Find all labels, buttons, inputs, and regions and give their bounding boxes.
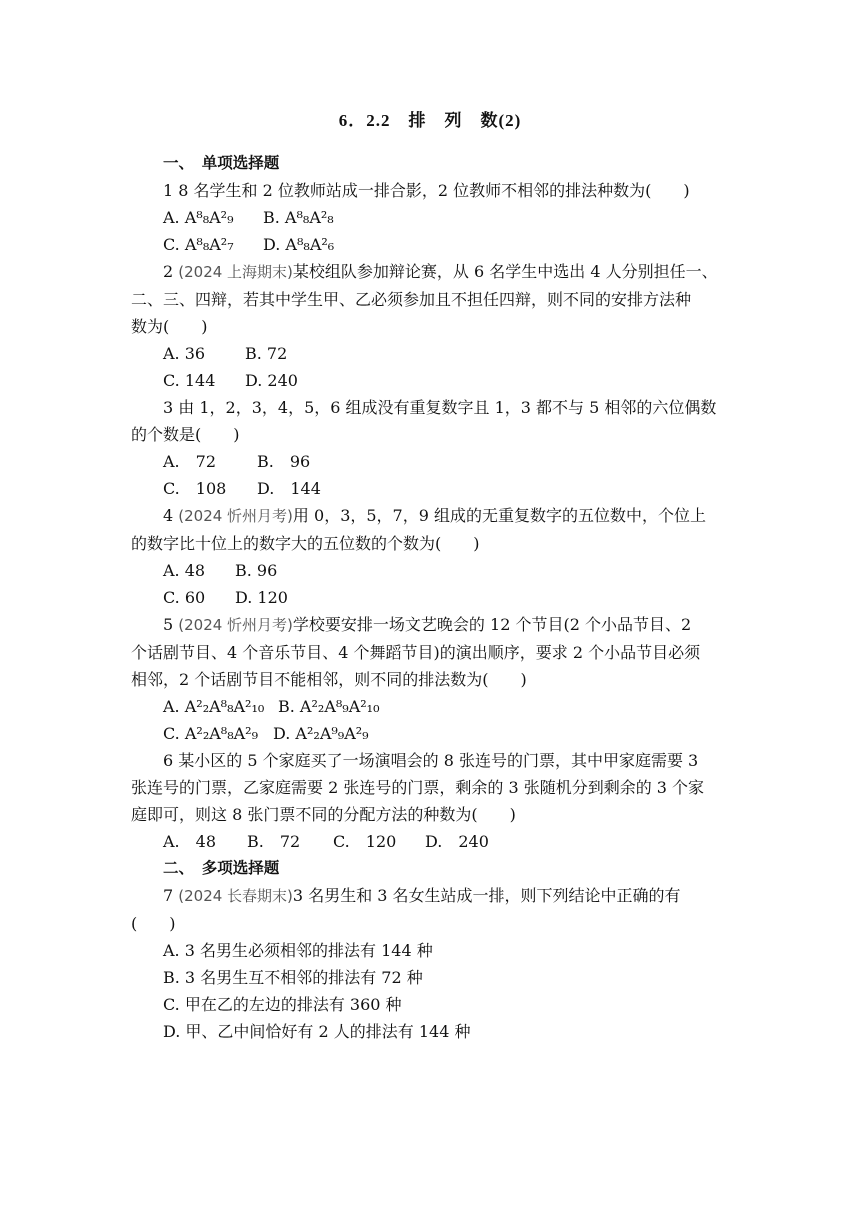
question-1-options-cd [131, 231, 731, 258]
question-4-stem-line-2: 的数字比十位上的数字大的五位数的个数为( ) [131, 534, 480, 553]
question-5-stem-line-1 [131, 611, 731, 639]
question-7-number: 7 [163, 886, 179, 905]
question-2-stem-line-1 [131, 258, 731, 286]
question-7-stem-text-1: 3 名男生和 3 名女生站成一排，则下列结论中正确的有 [292, 886, 681, 905]
question-4-stem-line-1 [131, 502, 731, 530]
question-1-option-a: A. A⁸₈A²₉ [163, 208, 234, 227]
question-4-options-ab [131, 557, 731, 584]
question-5-options-ab [131, 693, 731, 720]
question-3-stem-line-1: 3 由 1，2，3，4，5，6 组成没有重复数字且 1，3 都不与 5 相邻的六位偶数 [163, 398, 717, 417]
question-5-option-c: C. A²₂A⁸₈A²₉ [163, 724, 258, 743]
question-7-source: (2024 长春期末) [178, 887, 293, 905]
question-5-option-d: D. A²₂A⁹₉A²₉ [273, 724, 369, 743]
question-5-stem-line-3: 相邻，2 个话剧节目不能相邻，则不同的排法数为( ) [131, 670, 527, 689]
section-heading-single-choice: 一、 单项选择题 [163, 154, 280, 172]
question-2-stem-text-1: 某校组队参加辩论赛，从 6 名学生中选出 4 人分别担任一、 [292, 262, 718, 281]
exercise-content [131, 150, 731, 1045]
question-4-source: (2024 忻州月考) [178, 507, 293, 525]
question-4-option-a: A. 48 [163, 561, 206, 580]
question-2-option-c: C. 144 [163, 371, 216, 390]
page-title: 6．2.2 排 列 数(2) [338, 111, 522, 130]
question-6-option-b: B. 72 [247, 832, 301, 851]
question-2-source: (2024 上海期末) [178, 263, 293, 281]
question-3-option-c: C. 108 [163, 479, 227, 498]
question-6-stem-line-3: 庭即可，则这 8 张门票不同的分配方法的种数为( ) [131, 805, 516, 824]
question-5-source: (2024 忻州月考) [178, 616, 293, 634]
question-2-options-cd [131, 367, 731, 394]
question-2-number: 2 [163, 262, 179, 281]
question-6-option-a: A. 48 [163, 832, 217, 851]
question-2-stem-line-3: 数为( ) [131, 317, 208, 336]
question-1-option-c: C. A⁸₈A²₇ [163, 235, 234, 254]
question-6-options [131, 828, 731, 855]
question-5-option-a: A. A²₂A⁸₈A²₁₀ [163, 697, 265, 716]
question-3-options-ab [131, 448, 731, 475]
question-4-stem-text-1: 用 0，3，5，7，9 组成的无重复数字的五位数中，个位上 [292, 506, 706, 525]
question-3-stem-line-2: 的个数是( ) [131, 425, 240, 444]
question-4-option-b: B. 96 [235, 561, 278, 580]
question-1-options-ab [131, 204, 731, 231]
question-2-stem-line-2: 二、三、四辩，若其中学生甲、乙必须参加且不担任四辩，则不同的安排方法种 [131, 290, 692, 309]
question-5-stem-line-2: 个话剧节目、4 个音乐节目、4 个舞蹈节目)的演出顺序，要求 2 个小品节目必须 [131, 643, 701, 662]
question-3-option-a: A. 72 [163, 452, 217, 471]
question-4-options-cd [131, 584, 731, 611]
question-1-stem: 1 8 名学生和 2 位教师站成一排合影，2 位教师不相邻的排法种数为( ) [163, 181, 690, 200]
question-4-option-c: C. 60 [163, 588, 206, 607]
question-6-option-c: C. 120 [333, 832, 397, 851]
question-7-option-a: A. 3 名男生必须相邻的排法有 144 种 [163, 941, 433, 960]
question-2-option-a: A. 36 [163, 344, 206, 363]
question-6-stem-line-2: 张连号的门票，乙家庭需要 2 张连号的门票，剩余的 3 张随机分到剩余的 3 个家 [131, 778, 705, 797]
question-7-stem-line-1 [131, 882, 731, 910]
question-5-options-cd [131, 720, 731, 747]
question-1-option-d: D. A⁸₈A²₆ [263, 235, 335, 254]
question-1-option-b: B. A⁸₈A²₈ [263, 208, 334, 227]
question-2-option-b: B. 72 [245, 344, 288, 363]
question-2-options-ab [131, 340, 731, 367]
question-6-stem-line-1: 6 某小区的 5 个家庭买了一场演唱会的 8 张连号的门票，其中甲家庭需要 3 [163, 751, 699, 770]
question-5-stem-text-1: 学校要安排一场文艺晚会的 12 个节目(2 个小品节目、2 [292, 615, 692, 634]
question-7-option-b: B. 3 名男生互不相邻的排法有 72 种 [163, 968, 423, 987]
question-6-option-d: D. 240 [425, 832, 489, 851]
question-4-option-d: D. 120 [235, 588, 288, 607]
question-2-option-d: D. 240 [245, 371, 298, 390]
section-heading-multiple-choice: 二、 多项选择题 [163, 859, 280, 877]
question-5-number: 5 [163, 615, 179, 634]
question-7-option-c: C. 甲在乙的左边的排法有 360 种 [163, 995, 402, 1014]
question-5-option-b: B. A²₂A⁸₉A²₁₀ [278, 697, 380, 716]
question-3-options-cd [131, 475, 731, 502]
question-7-option-d: D. 甲、乙中间恰好有 2 人的排法有 144 种 [163, 1022, 471, 1041]
question-3-option-d: D. 144 [257, 479, 321, 498]
question-7-stem-line-2: ( ) [131, 914, 176, 933]
question-3-option-b: B. 96 [257, 452, 311, 471]
question-4-number: 4 [163, 506, 179, 525]
